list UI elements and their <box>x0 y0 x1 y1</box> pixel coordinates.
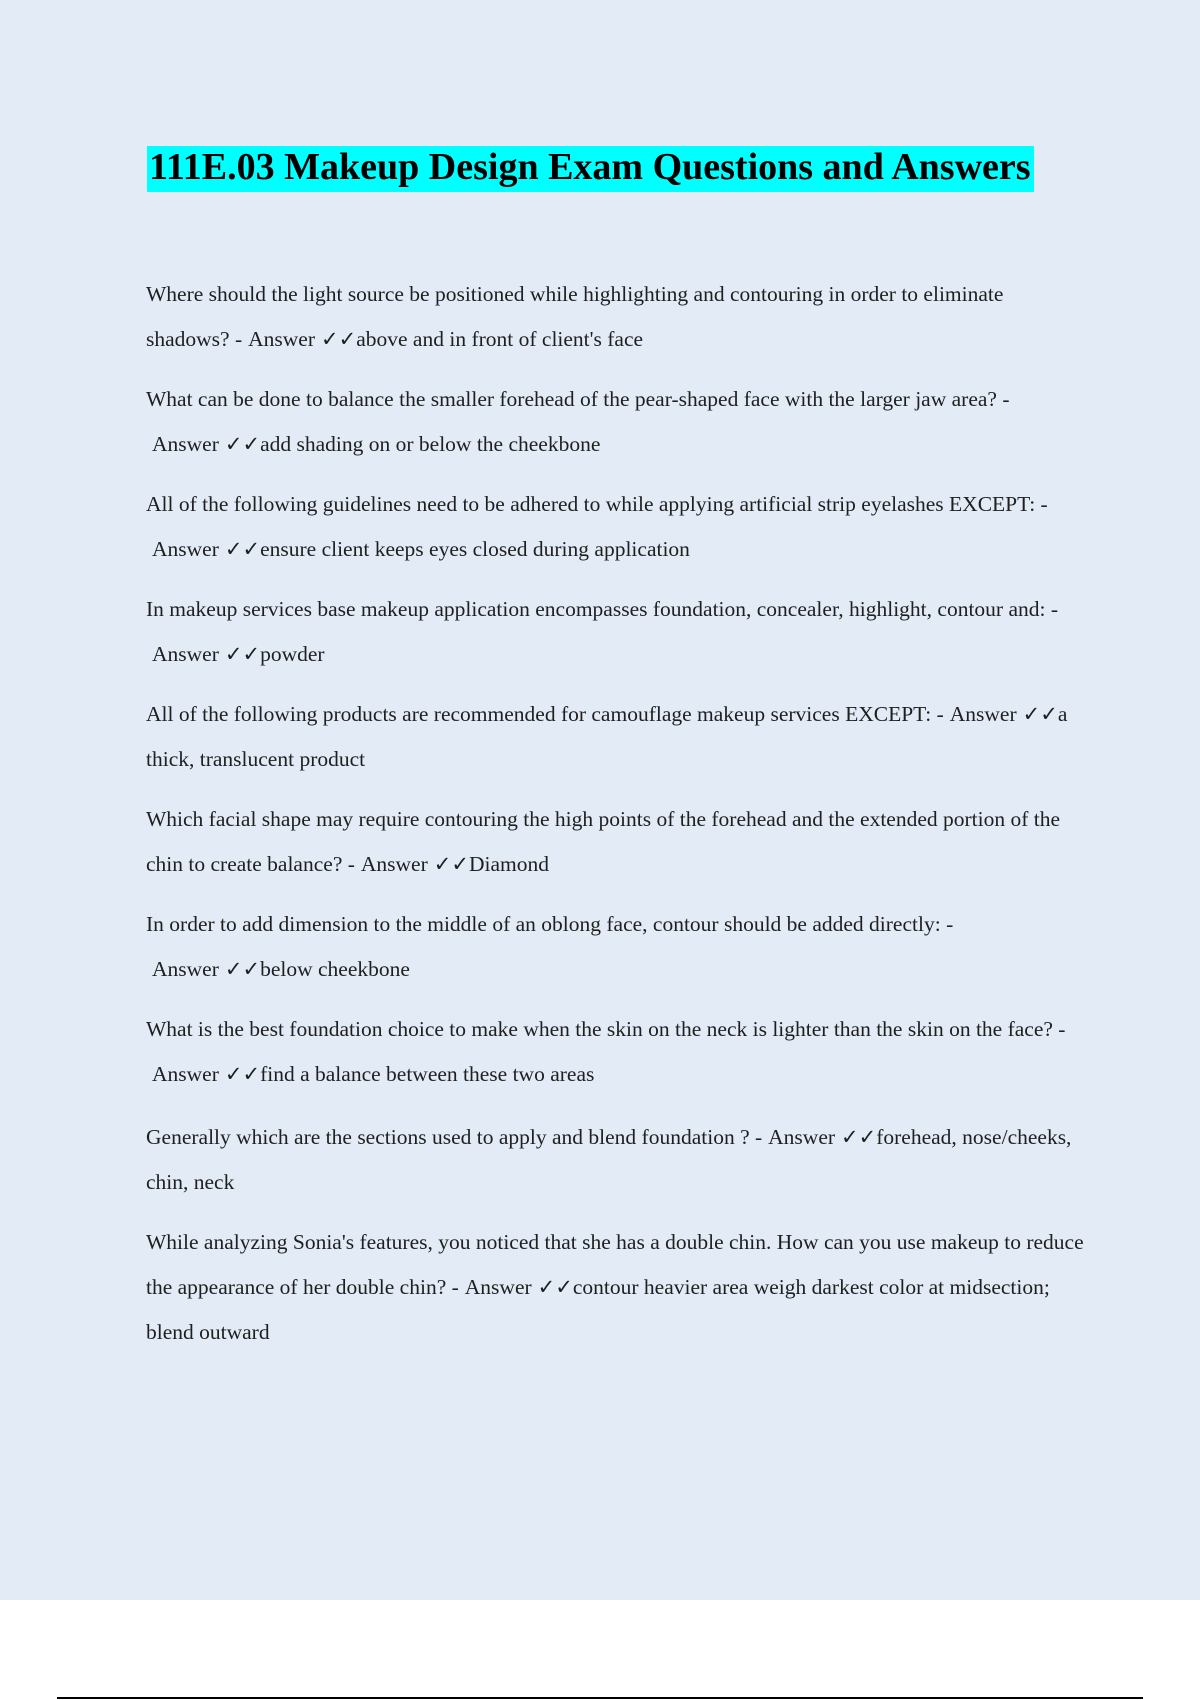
answer-label: Answer <box>248 327 316 351</box>
qa-item-5 <box>146 692 1086 782</box>
question-text: While analyzing Sonia's features, you noticed that she has a double chin. How can you use makeup to reduce the appearance of her double chin? - <box>146 1230 1084 1299</box>
question-text: Where should the light source be positioned while highlighting and contouring in order to eliminate shadows? - <box>146 282 1004 351</box>
double-check-icon: ✓✓ <box>224 1062 261 1086</box>
qa-item-9 <box>146 1115 1086 1205</box>
answer-label: Answer <box>768 1125 836 1149</box>
double-check-icon: ✓✓ <box>321 327 357 351</box>
answer-text: a thick, translucent product <box>146 702 1068 771</box>
answer-label: Answer <box>152 432 219 456</box>
answer-text: ensure client keeps eyes closed during application <box>260 537 690 561</box>
double-check-icon: ✓✓ <box>433 852 469 876</box>
answer-label: Answer <box>152 537 219 561</box>
double-check-icon: ✓✓ <box>224 537 261 561</box>
double-check-icon: ✓✓ <box>224 957 261 981</box>
question-text: Generally which are the sections used to apply and blend foundation ? - <box>146 1125 763 1149</box>
answer-text: find a balance between these two areas <box>260 1062 595 1086</box>
qa-list <box>146 272 1086 1370</box>
question-text: Which facial shape may require contouring the high points of the forehead and the extended portion of the chin to create balance? - <box>146 807 1061 876</box>
qa-item-10 <box>146 1220 1086 1355</box>
document-title: 111E.03 Makeup Design Exam Questions and Answers <box>147 146 1034 192</box>
answer-text: forehead, nose/cheeks, chin, neck <box>146 1125 1072 1194</box>
question-text: In order to add dimension to the middle of an oblong face, contour should be added directly: - <box>146 912 954 936</box>
answer-label: Answer <box>949 702 1017 726</box>
qa-item-7 <box>146 902 1086 992</box>
answer-text: contour heavier area weigh darkest color at midsection; blend outward <box>146 1275 1050 1344</box>
qa-item-2 <box>146 377 1086 467</box>
bottom-divider <box>57 1697 1143 1699</box>
question-text: What can be done to balance the smaller forehead of the pear-shaped face with the larger jaw area? - <box>146 387 1010 411</box>
double-check-icon: ✓✓ <box>224 642 261 666</box>
qa-item-3 <box>146 482 1086 572</box>
answer-text: powder <box>260 642 325 666</box>
question-text: What is the best foundation choice to make when the skin on the neck is lighter than the skin on the face? - <box>146 1017 1066 1041</box>
answer-label: Answer <box>152 957 219 981</box>
answer-label: Answer <box>152 1062 219 1086</box>
question-text: All of the following guidelines need to be adhered to while applying artificial strip eyelashes EXCEPT: - <box>146 492 1048 516</box>
answer-text: Diamond <box>468 852 549 876</box>
double-check-icon: ✓✓ <box>1022 702 1058 726</box>
qa-item-8 <box>146 1007 1086 1097</box>
answer-text: below cheekbone <box>260 957 410 981</box>
double-check-icon: ✓✓ <box>841 1125 877 1149</box>
answer-text: above and in front of client's face <box>356 327 644 351</box>
question-text: All of the following products are recommended for camouflage makeup services EXCEPT: - <box>146 702 944 726</box>
qa-item-6 <box>146 797 1086 887</box>
answer-label: Answer <box>152 642 219 666</box>
double-check-icon: ✓✓ <box>224 432 261 456</box>
double-check-icon: ✓✓ <box>537 1275 573 1299</box>
answer-label: Answer <box>360 852 428 876</box>
question-text: In makeup services base makeup application encompasses foundation, concealer, highlight, contour and: - <box>146 597 1058 621</box>
answer-label: Answer <box>464 1275 532 1299</box>
answer-text: add shading on or below the cheekbone <box>260 432 601 456</box>
qa-item-4 <box>146 587 1086 677</box>
qa-item-1 <box>146 272 1086 362</box>
